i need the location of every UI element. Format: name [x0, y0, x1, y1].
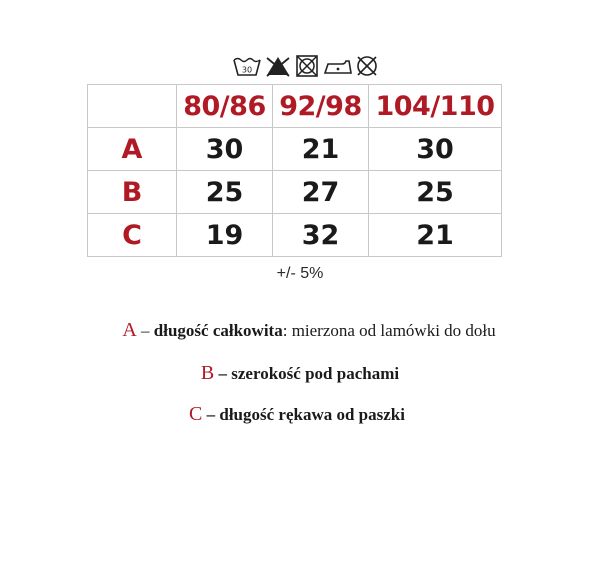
- no-tumble-dry-icon: [294, 54, 320, 78]
- table-cell: 30: [369, 128, 502, 171]
- legend-item-a: [9, 319, 600, 342]
- table-cell: 25: [369, 171, 502, 214]
- tolerance-note: +/- 5%: [276, 265, 324, 282]
- legend-term: długość rękawa od paszki: [219, 405, 405, 424]
- legend-item-c: [0, 403, 597, 426]
- legend-dash: –: [202, 405, 220, 424]
- table-row: [88, 214, 502, 257]
- legend-key: B: [200, 362, 215, 384]
- legend-dash: –: [214, 364, 232, 383]
- legend-key: A: [122, 319, 137, 341]
- iron-low-icon: [322, 54, 354, 78]
- size-header: 92/98: [273, 85, 369, 128]
- size-header: 80/86: [177, 85, 273, 128]
- no-dry-clean-icon: [354, 54, 380, 78]
- legend-term: szerokość pod pachami: [231, 364, 400, 383]
- legend-term: długość całkowita: [153, 321, 283, 340]
- table-cell: 19: [177, 214, 273, 257]
- table-cell: 21: [369, 214, 502, 257]
- legend-key: C: [189, 403, 203, 425]
- row-label: B: [88, 171, 177, 214]
- legend-dash: –: [136, 321, 154, 340]
- table-cell: 21: [273, 128, 369, 171]
- size-header: 104/110: [369, 85, 502, 128]
- table-row: [88, 171, 502, 214]
- table-row: [88, 128, 502, 171]
- no-bleach-icon: [264, 54, 292, 78]
- table-cell: 32: [273, 214, 369, 257]
- legend-item-b: [0, 362, 600, 385]
- row-label: A: [88, 128, 177, 171]
- table-cell: 27: [273, 171, 369, 214]
- care-symbols: [232, 54, 382, 80]
- row-label: C: [88, 214, 177, 257]
- wash-30-icon: [232, 54, 262, 78]
- legend-description: : mierzona od lamówki do dołu: [282, 321, 496, 340]
- table-cell: 25: [177, 171, 273, 214]
- table-corner-cell: [88, 85, 177, 128]
- table-header-row: [88, 85, 502, 128]
- table-cell: 30: [177, 128, 273, 171]
- wash-temperature: 30: [241, 65, 253, 75]
- size-table: [87, 84, 502, 257]
